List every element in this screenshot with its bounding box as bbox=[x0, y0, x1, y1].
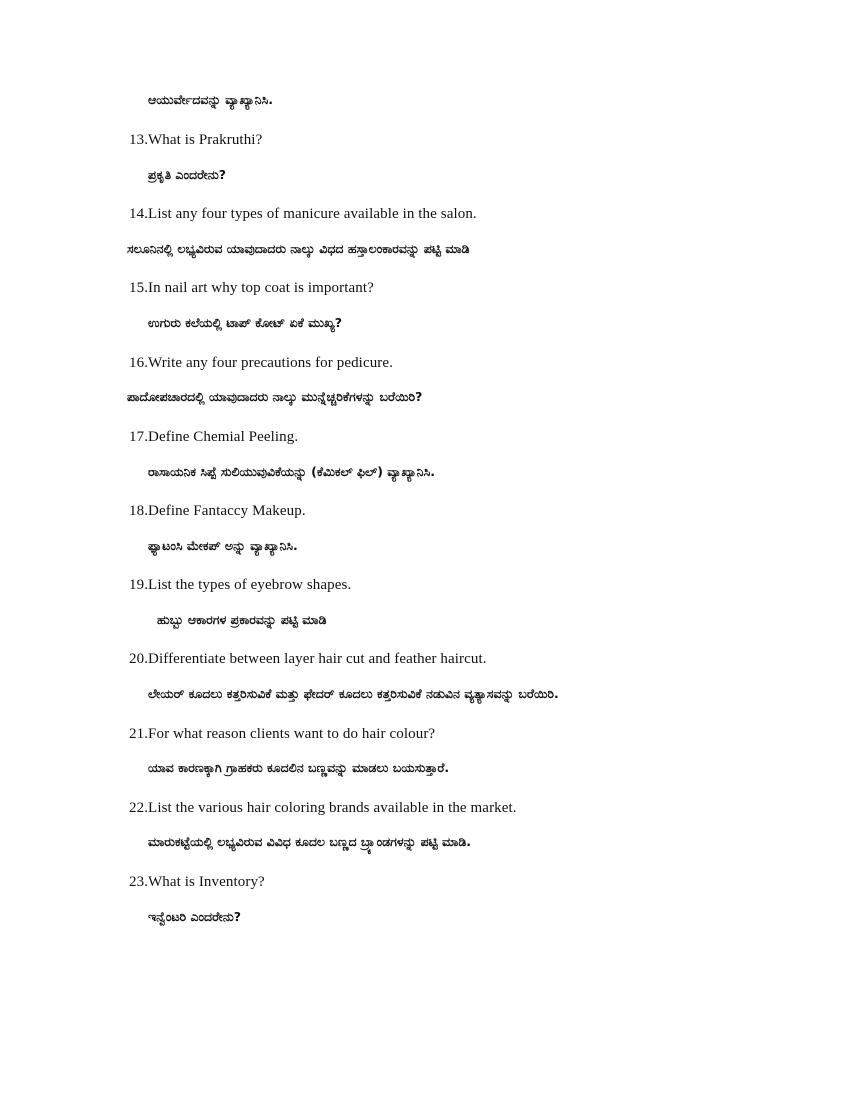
translation-19: ಹುಬ್ಬು ಆಕಾರಗಳ ಪ್ರಕಾರವನ್ನು ಪಟ್ಟಿ ಮಾಡಿ bbox=[157, 612, 327, 627]
translation-22: ಮಾರುಕಟ್ಟೆಯಲ್ಲಿ ಲಭ್ಯವಿರುವ ವಿವಿಧ ಕೂದಲ ಬಣ್ಣದ ಬ್ರ್ಯಾಂಡಗಳನ್ನು ಪಟ್ಟಿ ಮಾಡಿ. bbox=[148, 834, 471, 849]
question-17: 17.Define Chemial Peeling. bbox=[129, 429, 299, 445]
translation-17: ರಾಸಾಯನಿಕ ಸಿಪ್ಪೆ ಸುಲಿಯುವುವಿಕೆಯನ್ನು (ಕೆಮಿಕಲ್ ಫಿಲ್) ವ್ಯಾಖ್ಯಾನಿಸಿ. bbox=[148, 464, 435, 479]
question-14: 14.List any four types of manicure available in the salon. bbox=[129, 206, 477, 222]
question-23: 23.What is Inventory? bbox=[129, 874, 265, 890]
question-21: 21.For what reason clients want to do hair colour? bbox=[129, 726, 436, 742]
question-22: 22.List the various hair coloring brands available in the market. bbox=[129, 800, 517, 816]
translation-20: ಲೇಯರ್ ಕೂದಲು ಕತ್ತರಿಸುವಿಕೆ ಮತ್ತು ಫೇದರ್ ಕೂದಲು ಕತ್ತರಿಸುವಿಕೆ ನಡುವಿನ ವ್ಯತ್ಯಾಸವನ್ನು ಬರೆಯಿರಿ. bbox=[148, 686, 559, 701]
question-20: 20.Differentiate between layer hair cut and feather haircut. bbox=[129, 651, 487, 667]
question-13: 13.What is Prakruthi? bbox=[129, 132, 263, 148]
translation-14: ಸಲೂನಿನಲ್ಲಿ ಲಭ್ಯವಿರುವ ಯಾವುದಾದರು ನಾಲ್ಕು ವಿಧದ ಹಸ್ತಾಲಂಕಾರವನ್ನು ಪಟ್ಟಿ ಮಾಡಿ bbox=[127, 241, 470, 256]
translation-15: ಉಗುರು ಕಲೆಯಲ್ಲಿ ಟಾಪ್ ಕೋಟ್ ಏಕೆ ಮುಖ್ಯ? bbox=[148, 315, 343, 330]
question-16: 16.Write any four precautions for pedicure. bbox=[129, 355, 394, 371]
translation-13: ಪ್ರಕೃತಿ ಎಂದರೇನು? bbox=[148, 167, 226, 182]
translation-23: ಇನ್ವೆಂಟರಿ ಎಂದರೇನು? bbox=[148, 909, 241, 924]
question-15: 15.In nail art why top coat is important? bbox=[129, 280, 374, 296]
question-19: 19.List the types of eyebrow shapes. bbox=[129, 577, 352, 593]
intro-translation: ಆಯುರ್ವೇದವನ್ನು ವ್ಯಾಖ್ಯಾನಿಸಿ. bbox=[148, 92, 274, 107]
translation-18: ಫ್ಯಾಟಂಸಿ ಮೇಕಪ್ ಅನ್ನು ವ್ಯಾಖ್ಯಾನಿಸಿ. bbox=[148, 538, 298, 553]
translation-21: ಯಾವ ಕಾರಣಕ್ಕಾಗಿ ಗ್ರಾಹಕರು ಕೂದಲಿನ ಬಣ್ಣವನ್ನು ಮಾಡಲು ಬಯಸುತ್ತಾರೆ. bbox=[148, 760, 450, 775]
question-18: 18.Define Fantaccy Makeup. bbox=[129, 503, 306, 519]
translation-16: ಪಾದೋಪಚಾರದಲ್ಲಿ ಯಾವುದಾದರು ನಾಲ್ಕು ಮುನ್ನೆಚ್ಚರಿಕೆಗಳನ್ನು ಬರೆಯಿರಿ? bbox=[127, 389, 423, 404]
